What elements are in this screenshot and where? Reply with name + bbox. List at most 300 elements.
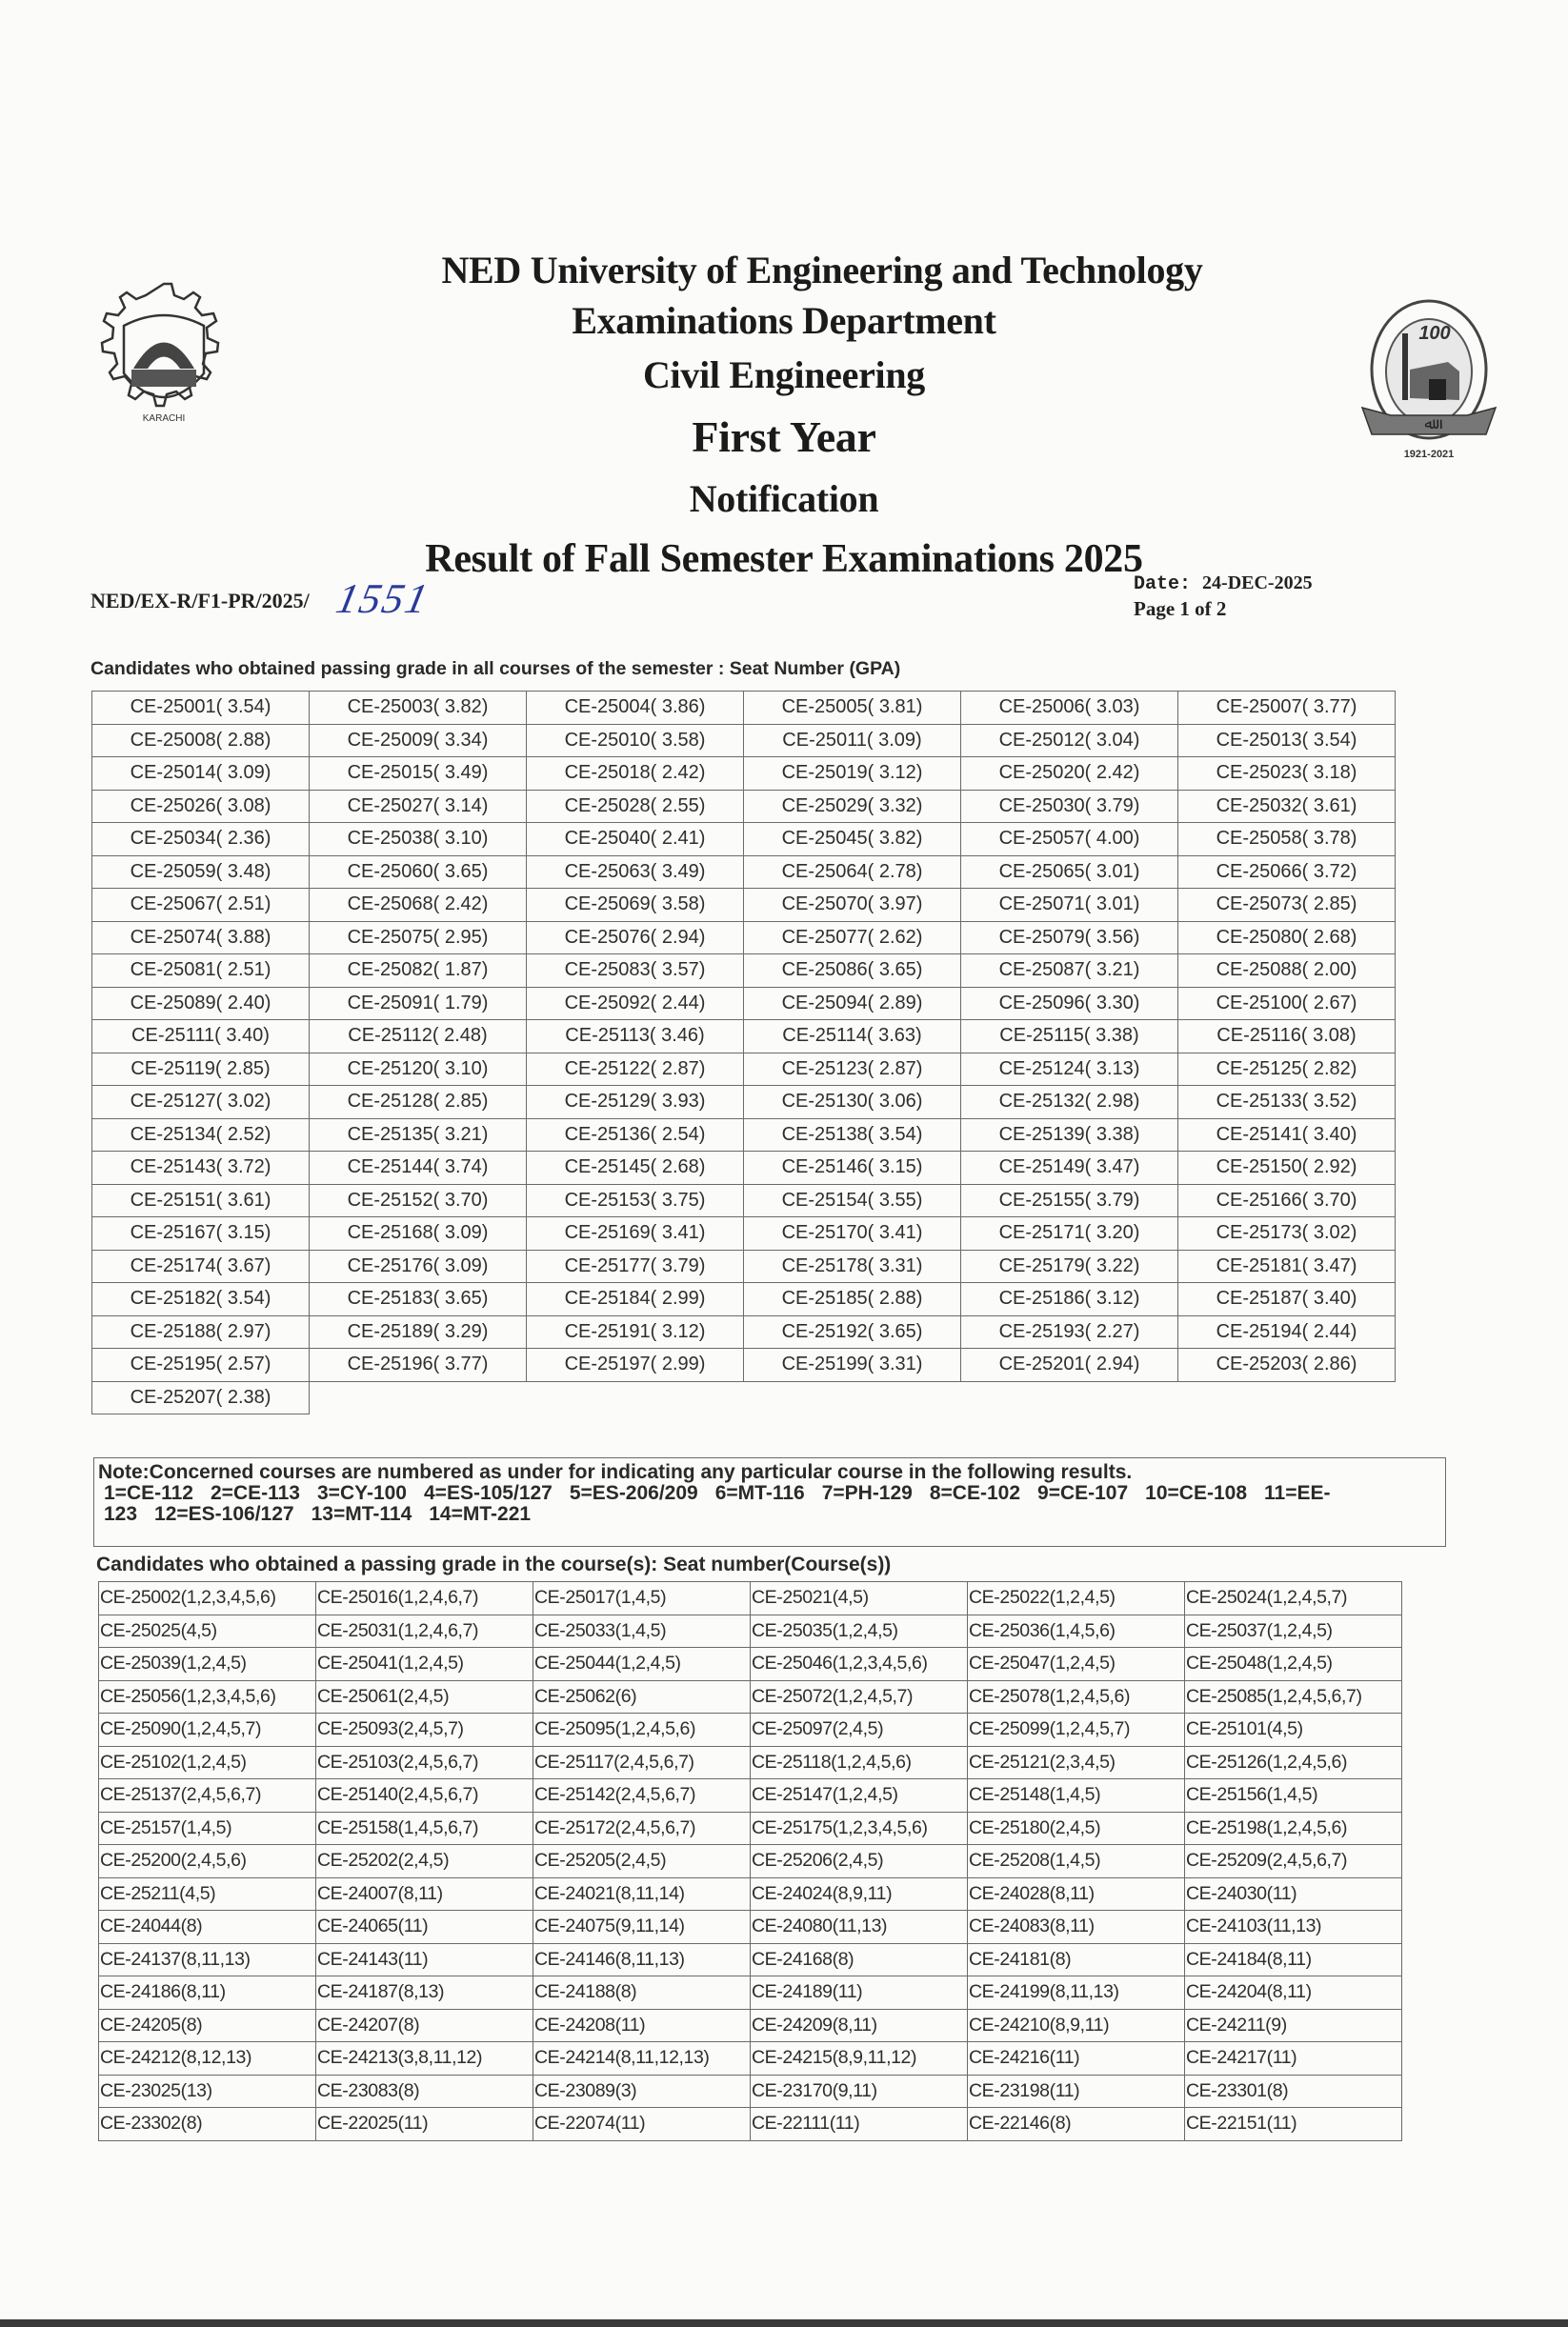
table-cell: CE-24143(11) <box>316 1943 533 1976</box>
table-row <box>99 1648 1402 1681</box>
table-cell: CE-25087( 3.21) <box>961 954 1178 988</box>
table-cell: CE-25018( 2.42) <box>527 757 744 791</box>
table-cell: CE-25132( 2.98) <box>961 1086 1178 1119</box>
table-cell: CE-25093(2,4,5,7) <box>316 1714 533 1747</box>
table-row <box>99 1976 1402 2010</box>
table-cell: CE-25199( 3.31) <box>744 1349 961 1382</box>
table-cell: CE-25171( 3.20) <box>961 1217 1178 1251</box>
table-cell: CE-24075(9,11,14) <box>533 1911 751 1944</box>
table-cell: CE-25003( 3.82) <box>310 692 527 725</box>
table-cell: CE-23025(13) <box>99 2075 316 2108</box>
table-cell: CE-24044(8) <box>99 1911 316 1944</box>
table-cell: CE-25122( 2.87) <box>527 1053 744 1086</box>
table-cell: CE-25147(1,2,4,5) <box>751 1779 968 1813</box>
table-cell: CE-24213(3,8,11,12) <box>316 2042 533 2076</box>
table-cell: CE-25007( 3.77) <box>1178 692 1396 725</box>
table-cell: CE-25006( 3.03) <box>961 692 1178 725</box>
table-cell: CE-22146(8) <box>968 2108 1185 2141</box>
table-cell: CE-25091( 1.79) <box>310 987 527 1020</box>
logo-left-caption: KARACHI <box>142 413 186 424</box>
table-cell: CE-24137(8,11,13) <box>99 1943 316 1976</box>
table-cell: CE-24204(8,11) <box>1185 1976 1402 2010</box>
table-cell: CE-25090(1,2,4,5,7) <box>99 1714 316 1747</box>
svg-text:ﷲ: ﷲ <box>1424 414 1434 432</box>
table-cell: CE-25150( 2.92) <box>1178 1152 1396 1185</box>
table-cell: CE-25207( 2.38) <box>92 1381 310 1414</box>
table-cell: CE-25149( 3.47) <box>961 1152 1178 1185</box>
table-cell: CE-25203( 2.86) <box>1178 1349 1396 1382</box>
result-title: Result of Fall Semester Examinations 2025 <box>425 537 1143 581</box>
table-cell: CE-24103(11,13) <box>1185 1911 1402 1944</box>
table-cell: CE-25065( 3.01) <box>961 855 1178 889</box>
table-row <box>92 1315 1396 1349</box>
table-cell: CE-25008( 2.88) <box>92 724 310 757</box>
table-cell: CE-25191( 3.12) <box>527 1315 744 1349</box>
table-cell: CE-25010( 3.58) <box>527 724 744 757</box>
table-cell: CE-24217(11) <box>1185 2042 1402 2076</box>
table-cell: CE-25136( 2.54) <box>527 1118 744 1152</box>
table-cell: CE-25115( 3.38) <box>961 1020 1178 1053</box>
table-row <box>99 1582 1402 1615</box>
table-cell: CE-25075( 2.95) <box>310 921 527 954</box>
table-cell: CE-25194( 2.44) <box>1178 1315 1396 1349</box>
table-cell: CE-25152( 3.70) <box>310 1184 527 1217</box>
table-row <box>92 1086 1396 1119</box>
table-cell: CE-25178( 3.31) <box>744 1250 961 1283</box>
handwritten-reference: 1551 <box>332 575 434 622</box>
table-cell: CE-25176( 3.09) <box>310 1250 527 1283</box>
table-cell: CE-25026( 3.08) <box>92 790 310 823</box>
table-cell: CE-25019( 3.12) <box>744 757 961 791</box>
year-title: First Year <box>692 412 876 461</box>
empty-cell <box>961 1381 1178 1414</box>
course-code: 1=CE-112 <box>104 1482 193 1504</box>
table-cell: CE-25123( 2.87) <box>744 1053 961 1086</box>
table-cell: CE-25156(1,4,5) <box>1185 1779 1402 1813</box>
table-cell: CE-25067( 2.51) <box>92 889 310 922</box>
table-row <box>99 1680 1402 1714</box>
table-cell: CE-25119( 2.85) <box>92 1053 310 1086</box>
table-cell: CE-24214(8,11,12,13) <box>533 2042 751 2076</box>
table-row <box>99 2075 1402 2108</box>
table-cell: CE-25097(2,4,5) <box>751 1714 968 1747</box>
table-cell: CE-25181( 3.47) <box>1178 1250 1396 1283</box>
table-cell: CE-22074(11) <box>533 2108 751 2141</box>
table-cell: CE-24210(8,9,11) <box>968 2009 1185 2042</box>
table-cell: CE-25070( 3.97) <box>744 889 961 922</box>
table-cell: CE-23089(3) <box>533 2075 751 2108</box>
course-code: 6=MT-116 <box>714 1482 805 1504</box>
table-row <box>99 1812 1402 1845</box>
logo-right-100: 100 <box>1418 323 1451 344</box>
table-cell: CE-25021(4,5) <box>751 1582 968 1615</box>
table-cell: CE-24030(11) <box>1185 1877 1402 1911</box>
table-cell: CE-25099(1,2,4,5,7) <box>968 1714 1185 1747</box>
table-row <box>92 889 1396 922</box>
table-row <box>92 1053 1396 1086</box>
empty-cell <box>527 1381 744 1414</box>
table-cell: CE-25142(2,4,5,6,7) <box>533 1779 751 1813</box>
date-line <box>1134 572 1313 595</box>
table-cell: CE-25135( 3.21) <box>310 1118 527 1152</box>
discipline-name: Civil Engineering <box>642 353 926 396</box>
table-cell: CE-25076( 2.94) <box>527 921 744 954</box>
table-cell: CE-25196( 3.77) <box>310 1349 527 1382</box>
table-cell: CE-25034( 2.36) <box>92 823 310 856</box>
table-cell: CE-25028( 2.55) <box>527 790 744 823</box>
table-cell: CE-24216(11) <box>968 2042 1185 2076</box>
table-cell: CE-25141( 3.40) <box>1178 1118 1396 1152</box>
table-cell: CE-25031(1,2,4,6,7) <box>316 1615 533 1648</box>
table-cell: CE-25057( 4.00) <box>961 823 1178 856</box>
course-note-box <box>93 1457 1446 1547</box>
table-cell: CE-25148(1,4,5) <box>968 1779 1185 1813</box>
table-cell: CE-25058( 3.78) <box>1178 823 1396 856</box>
table-cell: CE-25118(1,2,4,5,6) <box>751 1746 968 1779</box>
table-cell: CE-25033(1,4,5) <box>533 1615 751 1648</box>
table-cell: CE-25169( 3.41) <box>527 1217 744 1251</box>
reference-number: NED/EX-R/F1-PR/2025/ <box>90 589 310 612</box>
page-number: Page 1 of 2 <box>1134 597 1227 620</box>
table-cell: CE-25187( 3.40) <box>1178 1283 1396 1316</box>
gpa-section-title: Candidates who obtained passing grade in all courses of the semester : Seat Number (GPA) <box>90 658 901 679</box>
course-code: 4=ES-105/127 <box>424 1482 553 1504</box>
table-cell: CE-25129( 3.93) <box>527 1086 744 1119</box>
table-cell: CE-25138( 3.54) <box>744 1118 961 1152</box>
table-cell: CE-25198(1,2,4,5,6) <box>1185 1812 1402 1845</box>
table-cell: CE-24188(8) <box>533 1976 751 2010</box>
table-cell: CE-25012( 3.04) <box>961 724 1178 757</box>
table-row <box>92 1217 1396 1251</box>
table-cell: CE-25039(1,2,4,5) <box>99 1648 316 1681</box>
table-row <box>92 954 1396 988</box>
table-cell: CE-23301(8) <box>1185 2075 1402 2108</box>
table-cell: CE-25116( 3.08) <box>1178 1020 1396 1053</box>
table-cell: CE-25089( 2.40) <box>92 987 310 1020</box>
table-row <box>92 921 1396 954</box>
table-cell: CE-25195( 2.57) <box>92 1349 310 1382</box>
table-cell: CE-25133( 3.52) <box>1178 1086 1396 1119</box>
table-cell: CE-24146(8,11,13) <box>533 1943 751 1976</box>
table-cell: CE-25005( 3.81) <box>744 692 961 725</box>
table-cell: CE-25193( 2.27) <box>961 1315 1178 1349</box>
table-cell: CE-25180(2,4,5) <box>968 1812 1185 1845</box>
table-cell: CE-25022(1,2,4,5) <box>968 1582 1185 1615</box>
table-cell: CE-23198(11) <box>968 2075 1185 2108</box>
table-cell: CE-25177( 3.79) <box>527 1250 744 1283</box>
table-cell: CE-25128( 2.85) <box>310 1086 527 1119</box>
table-cell: CE-25083( 3.57) <box>527 954 744 988</box>
table-cell: CE-24209(8,11) <box>751 2009 968 2042</box>
table-row <box>92 987 1396 1020</box>
table-cell: CE-24168(8) <box>751 1943 968 1976</box>
table-cell: CE-24024(8,9,11) <box>751 1877 968 1911</box>
table-cell: CE-25130( 3.06) <box>744 1086 961 1119</box>
table-cell: CE-24189(11) <box>751 1976 968 2010</box>
table-cell: CE-25074( 3.88) <box>92 921 310 954</box>
course-code: 2=CE-113 <box>211 1482 300 1504</box>
table-row <box>92 692 1396 725</box>
table-cell: CE-25155( 3.79) <box>961 1184 1178 1217</box>
course-code: 11=EE-123 <box>104 1482 1331 1525</box>
table-cell: CE-25068( 2.42) <box>310 889 527 922</box>
table-cell: CE-25045( 3.82) <box>744 823 961 856</box>
scan-edge <box>0 2319 1568 2327</box>
table-cell: CE-25168( 3.09) <box>310 1217 527 1251</box>
table-cell: CE-25197( 2.99) <box>527 1349 744 1382</box>
table-cell: CE-25184( 2.99) <box>527 1283 744 1316</box>
table-cell: CE-25188( 2.97) <box>92 1315 310 1349</box>
table-cell: CE-25179( 3.22) <box>961 1250 1178 1283</box>
table-cell: CE-25088( 2.00) <box>1178 954 1396 988</box>
table-cell: CE-25013( 3.54) <box>1178 724 1396 757</box>
table-row <box>99 1911 1402 1944</box>
table-row <box>92 1020 1396 1053</box>
table-cell: CE-25024(1,2,4,5,7) <box>1185 1582 1402 1615</box>
table-cell: CE-25120( 3.10) <box>310 1053 527 1086</box>
course-legend <box>98 1483 1441 1525</box>
table-cell: CE-25101(4,5) <box>1185 1714 1402 1747</box>
department-name: Examinations Department <box>572 299 996 342</box>
table-cell: CE-25134( 2.52) <box>92 1118 310 1152</box>
table-cell: CE-24205(8) <box>99 2009 316 2042</box>
table-cell: CE-25062(6) <box>533 1680 751 1714</box>
table-cell: CE-25014( 3.09) <box>92 757 310 791</box>
table-row <box>99 2042 1402 2076</box>
table-cell: CE-25072(1,2,4,5,7) <box>751 1680 968 1714</box>
table-cell: CE-25081( 2.51) <box>92 954 310 988</box>
table-cell: CE-25173( 3.02) <box>1178 1217 1396 1251</box>
table-cell: CE-24199(8,11,13) <box>968 1976 1185 2010</box>
table-row <box>92 790 1396 823</box>
table-row <box>99 1943 1402 1976</box>
table-cell: CE-25124( 3.13) <box>961 1053 1178 1086</box>
table-row <box>99 1779 1402 1813</box>
table-cell: CE-25192( 3.65) <box>744 1315 961 1349</box>
table-cell: CE-25094( 2.89) <box>744 987 961 1020</box>
date-value: 24-DEC-2025 <box>1202 572 1313 593</box>
table-cell: CE-25017(1,4,5) <box>533 1582 751 1615</box>
table-cell: CE-25205(2,4,5) <box>533 1845 751 1878</box>
table-cell: CE-25153( 3.75) <box>527 1184 744 1217</box>
table-cell: CE-25125( 2.82) <box>1178 1053 1396 1086</box>
course-table <box>98 1581 1402 2141</box>
course-code: 7=PH-129 <box>821 1482 913 1504</box>
table-cell: CE-25032( 3.61) <box>1178 790 1396 823</box>
table-cell: CE-25069( 3.58) <box>527 889 744 922</box>
table-cell: CE-25027( 3.14) <box>310 790 527 823</box>
table-row <box>92 855 1396 889</box>
university-name: NED University of Engineering and Technology <box>441 249 1203 291</box>
table-row <box>92 1283 1396 1316</box>
table-cell: CE-25071( 3.01) <box>961 889 1178 922</box>
table-cell: CE-25085(1,2,4,5,6,7) <box>1185 1680 1402 1714</box>
document-type: Notification <box>689 477 879 520</box>
table-cell: CE-25154( 3.55) <box>744 1184 961 1217</box>
table-row <box>99 1845 1402 1878</box>
table-cell: CE-25103(2,4,5,6,7) <box>316 1746 533 1779</box>
table-cell: CE-25009( 3.34) <box>310 724 527 757</box>
table-cell: CE-25185( 2.88) <box>744 1283 961 1316</box>
table-cell: CE-25170( 3.41) <box>744 1217 961 1251</box>
note-text: Note:Concerned courses are numbered as under for indicating any particular course in the following results. <box>98 1461 1133 1483</box>
table-cell: CE-25202(2,4,5) <box>316 1845 533 1878</box>
table-cell: CE-25056(1,2,3,4,5,6) <box>99 1680 316 1714</box>
table-cell: CE-23302(8) <box>99 2108 316 2141</box>
course-code: 14=MT-221 <box>429 1503 532 1525</box>
table-cell: CE-25137(2,4,5,6,7) <box>99 1779 316 1813</box>
table-cell: CE-25112( 2.48) <box>310 1020 527 1053</box>
table-cell: CE-22111(11) <box>751 2108 968 2141</box>
table-cell: CE-25144( 3.74) <box>310 1152 527 1185</box>
table-cell: CE-24208(11) <box>533 2009 751 2042</box>
table-cell: CE-25095(1,2,4,5,6) <box>533 1714 751 1747</box>
table-cell: CE-25175(1,2,3,4,5,6) <box>751 1812 968 1845</box>
table-cell: CE-25092( 2.44) <box>527 987 744 1020</box>
table-row <box>92 1349 1396 1382</box>
table-cell: CE-25040( 2.41) <box>527 823 744 856</box>
table-cell: CE-25073( 2.85) <box>1178 889 1396 922</box>
table-cell: CE-24184(8,11) <box>1185 1943 1402 1976</box>
table-cell: CE-25025(4,5) <box>99 1615 316 1648</box>
course-code: 9=CE-107 <box>1037 1482 1129 1504</box>
table-row <box>92 1381 1396 1414</box>
table-cell: CE-25151( 3.61) <box>92 1184 310 1217</box>
table-cell: CE-25158(1,4,5,6,7) <box>316 1812 533 1845</box>
table-cell: CE-25208(1,4,5) <box>968 1845 1185 1878</box>
table-cell: CE-25140(2,4,5,6,7) <box>316 1779 533 1813</box>
table-cell: CE-22025(11) <box>316 2108 533 2141</box>
table-cell: CE-25046(1,2,3,4,5,6) <box>751 1648 968 1681</box>
table-cell: CE-24212(8,12,13) <box>99 2042 316 2076</box>
table-cell: CE-25189( 3.29) <box>310 1315 527 1349</box>
table-cell: CE-25082( 1.87) <box>310 954 527 988</box>
table-row <box>92 1152 1396 1185</box>
table-cell: CE-23083(8) <box>316 2075 533 2108</box>
table-cell: CE-25080( 2.68) <box>1178 921 1396 954</box>
table-row <box>92 757 1396 791</box>
table-cell: CE-24211(9) <box>1185 2009 1402 2042</box>
table-cell: CE-23170(9,11) <box>751 2075 968 2108</box>
table-cell: CE-25126(1,2,4,5,6) <box>1185 1746 1402 1779</box>
table-cell: CE-25037(1,2,4,5) <box>1185 1615 1402 1648</box>
date-label: Date: <box>1134 573 1192 595</box>
table-cell: CE-25063( 3.49) <box>527 855 744 889</box>
table-cell: CE-25157(1,4,5) <box>99 1812 316 1845</box>
course-code: 10=CE-108 <box>1145 1482 1247 1504</box>
table-cell: CE-25206(2,4,5) <box>751 1845 968 1878</box>
table-cell: CE-25020( 2.42) <box>961 757 1178 791</box>
table-cell: CE-25001( 3.54) <box>92 692 310 725</box>
table-cell: CE-25002(1,2,3,4,5,6) <box>99 1582 316 1615</box>
table-cell: CE-25011( 3.09) <box>744 724 961 757</box>
table-cell: CE-25145( 2.68) <box>527 1152 744 1185</box>
table-cell: CE-25121(2,3,4,5) <box>968 1746 1185 1779</box>
table-cell: CE-25174( 3.67) <box>92 1250 310 1283</box>
table-cell: CE-25016(1,2,4,6,7) <box>316 1582 533 1615</box>
table-row <box>99 1877 1402 1911</box>
table-cell: CE-24215(8,9,11,12) <box>751 2042 968 2076</box>
table-cell: CE-25182( 3.54) <box>92 1283 310 1316</box>
course-code: 8=CE-102 <box>929 1482 1021 1504</box>
table-cell: CE-25102(1,2,4,5) <box>99 1746 316 1779</box>
table-cell: CE-24080(11,13) <box>751 1911 968 1944</box>
table-cell: CE-25041(1,2,4,5) <box>316 1648 533 1681</box>
table-cell: CE-25077( 2.62) <box>744 921 961 954</box>
table-cell: CE-25078(1,2,4,5,6) <box>968 1680 1185 1714</box>
table-cell: CE-25086( 3.65) <box>744 954 961 988</box>
table-cell: CE-25047(1,2,4,5) <box>968 1648 1185 1681</box>
table-cell: CE-25096( 3.30) <box>961 987 1178 1020</box>
table-cell: CE-24083(8,11) <box>968 1911 1185 1944</box>
table-cell: CE-25211(4,5) <box>99 1877 316 1911</box>
table-cell: CE-25201( 2.94) <box>961 1349 1178 1382</box>
table-row <box>99 2108 1402 2141</box>
table-cell: CE-24207(8) <box>316 2009 533 2042</box>
table-row <box>99 1714 1402 1747</box>
course-code: 5=ES-206/209 <box>569 1482 698 1504</box>
table-cell: CE-25044(1,2,4,5) <box>533 1648 751 1681</box>
table-cell: CE-24007(8,11) <box>316 1877 533 1911</box>
table-cell: CE-22151(11) <box>1185 2108 1402 2141</box>
course-code: 3=CY-100 <box>317 1482 407 1504</box>
table-cell: CE-25061(2,4,5) <box>316 1680 533 1714</box>
table-cell: CE-25111( 3.40) <box>92 1020 310 1053</box>
gpa-table <box>91 691 1396 1414</box>
table-cell: CE-24181(8) <box>968 1943 1185 1976</box>
table-cell: CE-25200(2,4,5,6) <box>99 1845 316 1878</box>
table-cell: CE-25015( 3.49) <box>310 757 527 791</box>
table-cell: CE-25059( 3.48) <box>92 855 310 889</box>
table-cell: CE-25060( 3.65) <box>310 855 527 889</box>
table-cell: CE-25036(1,4,5,6) <box>968 1615 1185 1648</box>
table-cell: CE-25166( 3.70) <box>1178 1184 1396 1217</box>
table-cell: CE-25143( 3.72) <box>92 1152 310 1185</box>
table-cell: CE-25172(2,4,5,6,7) <box>533 1812 751 1845</box>
table-row <box>92 823 1396 856</box>
table-cell: CE-24186(8,11) <box>99 1976 316 2010</box>
table-row <box>99 1746 1402 1779</box>
table-cell: CE-25038( 3.10) <box>310 823 527 856</box>
table-cell: CE-24187(8,13) <box>316 1976 533 2010</box>
table-cell: CE-24021(8,11,14) <box>533 1877 751 1911</box>
table-row <box>92 724 1396 757</box>
table-row <box>92 1250 1396 1283</box>
table-cell: CE-25004( 3.86) <box>527 692 744 725</box>
table-cell: CE-25079( 3.56) <box>961 921 1178 954</box>
empty-cell <box>744 1381 961 1414</box>
table-cell: CE-24028(8,11) <box>968 1877 1185 1911</box>
table-row <box>92 1184 1396 1217</box>
logo-right-years: 1921-2021 <box>1403 449 1455 460</box>
table-cell: CE-25035(1,2,4,5) <box>751 1615 968 1648</box>
empty-cell <box>310 1381 527 1414</box>
table-row <box>92 1118 1396 1152</box>
table-cell: CE-25127( 3.02) <box>92 1086 310 1119</box>
table-cell: CE-25113( 3.46) <box>527 1020 744 1053</box>
table-cell: CE-25064( 2.78) <box>744 855 961 889</box>
table-cell: CE-25186( 3.12) <box>961 1283 1178 1316</box>
table-cell: CE-25183( 3.65) <box>310 1283 527 1316</box>
course-section-title: Candidates who obtained a passing grade in the course(s): Seat number(Course(s)) <box>96 1554 892 1575</box>
empty-cell <box>1178 1381 1396 1414</box>
table-cell: CE-25066( 3.72) <box>1178 855 1396 889</box>
table-cell: CE-25114( 3.63) <box>744 1020 961 1053</box>
table-cell: CE-25139( 3.38) <box>961 1118 1178 1152</box>
table-cell: CE-25048(1,2,4,5) <box>1185 1648 1402 1681</box>
table-cell: CE-25030( 3.79) <box>961 790 1178 823</box>
table-cell: CE-25029( 3.32) <box>744 790 961 823</box>
